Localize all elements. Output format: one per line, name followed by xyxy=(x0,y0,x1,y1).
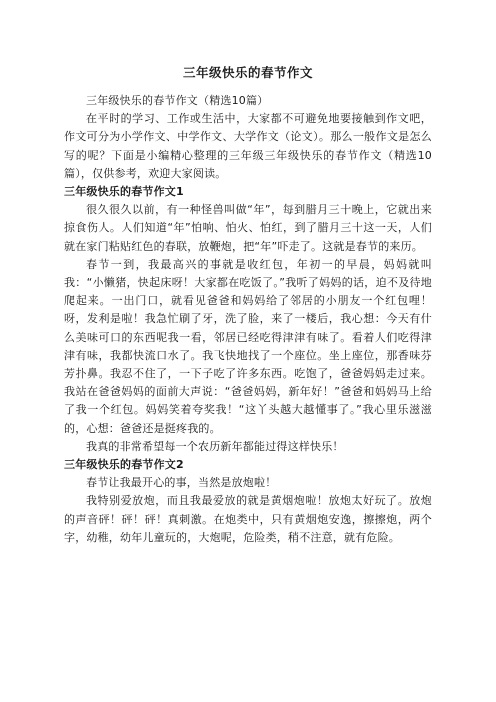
intro-subtitle: 三年级快乐的春节作文（精选10篇） xyxy=(86,94,269,107)
intro-paragraph: 在平时的学习、工作或生活中，大家都不可避免地要接触到作文吧，作文可分为小学作文、中学作文、大学作文（论文）。那么一般作文是怎么写的呢？下面是小编精心整理的三年级三年级快乐的春节作文（精选10篇），仅供参考，欢迎大家阅读。 xyxy=(64,112,432,180)
section-paragraph: 我特别爱放炮，而且我最爱放的就是黄烟炮啦！放炮太好玩了。放炮的声音砰！砰！砰！真刺激。在炮类中，只有黄烟炮安逸，擦擦炮，两个字，幼稚，幼年儿童玩的，大炮呢，危险类，稍不注意，就有危险。 xyxy=(64,494,432,544)
document-title: 三年级快乐的春节作文 xyxy=(182,65,313,80)
section-paragraph: 很久很久以前，有一种怪兽叫做“年”，每到腊月三十晚上，它就出来掠食伤人。人们知道“年”怕响、怕火、怕红，到了腊月三十这一天，人们就在家门粘贴红色的春联，放鞭炮，把“年”吓走了。这就是春节的来历。 xyxy=(64,203,432,253)
section-paragraph: 春节让我最开心的事，当然是放炮啦！ xyxy=(86,476,277,490)
essay-section-2 xyxy=(64,456,432,547)
essay-section-1 xyxy=(64,183,432,456)
section-heading: 三年级快乐的春节作文2 xyxy=(64,458,184,472)
section-heading: 三年级快乐的春节作文1 xyxy=(64,185,184,199)
section-paragraph: 我真的非常希望每一个农历新年都能过得这样快乐！ xyxy=(86,439,344,453)
section-paragraph: 春节一到，我最高兴的事就是收红包，年初一的早晨，妈妈就叫我：“小懒猪，快起床呀！大家都在吃饭了。”我听了妈妈的话，迫不及待地爬起来。一出门口，就看见爸爸和妈妈给了邻居的小朋友一个红包哩！呀，发利是啦！我急忙刷了牙，洗了脸，来了一楼后，我心想：今天有什么美味可口的东西呢我一看，邻居已经吃得津津有味了。看着人们吃得津津有味，我都快流口水了。我飞快地找了一个座位。坐上座位，那香味芬芳扑鼻。我忍不住了，一下子吃了许多东西。吃饱了，爸爸妈妈走过来。我站在爸爸妈妈的面前大声说：“爸爸妈妈，新年好！”爸爸和妈妈马上给了我一个红包。妈妈笑着夸奖我！“这丫头越大越懂事了。”我心里乐滋滋的，心想：爸爸还是挺疼我的。 xyxy=(64,257,432,435)
